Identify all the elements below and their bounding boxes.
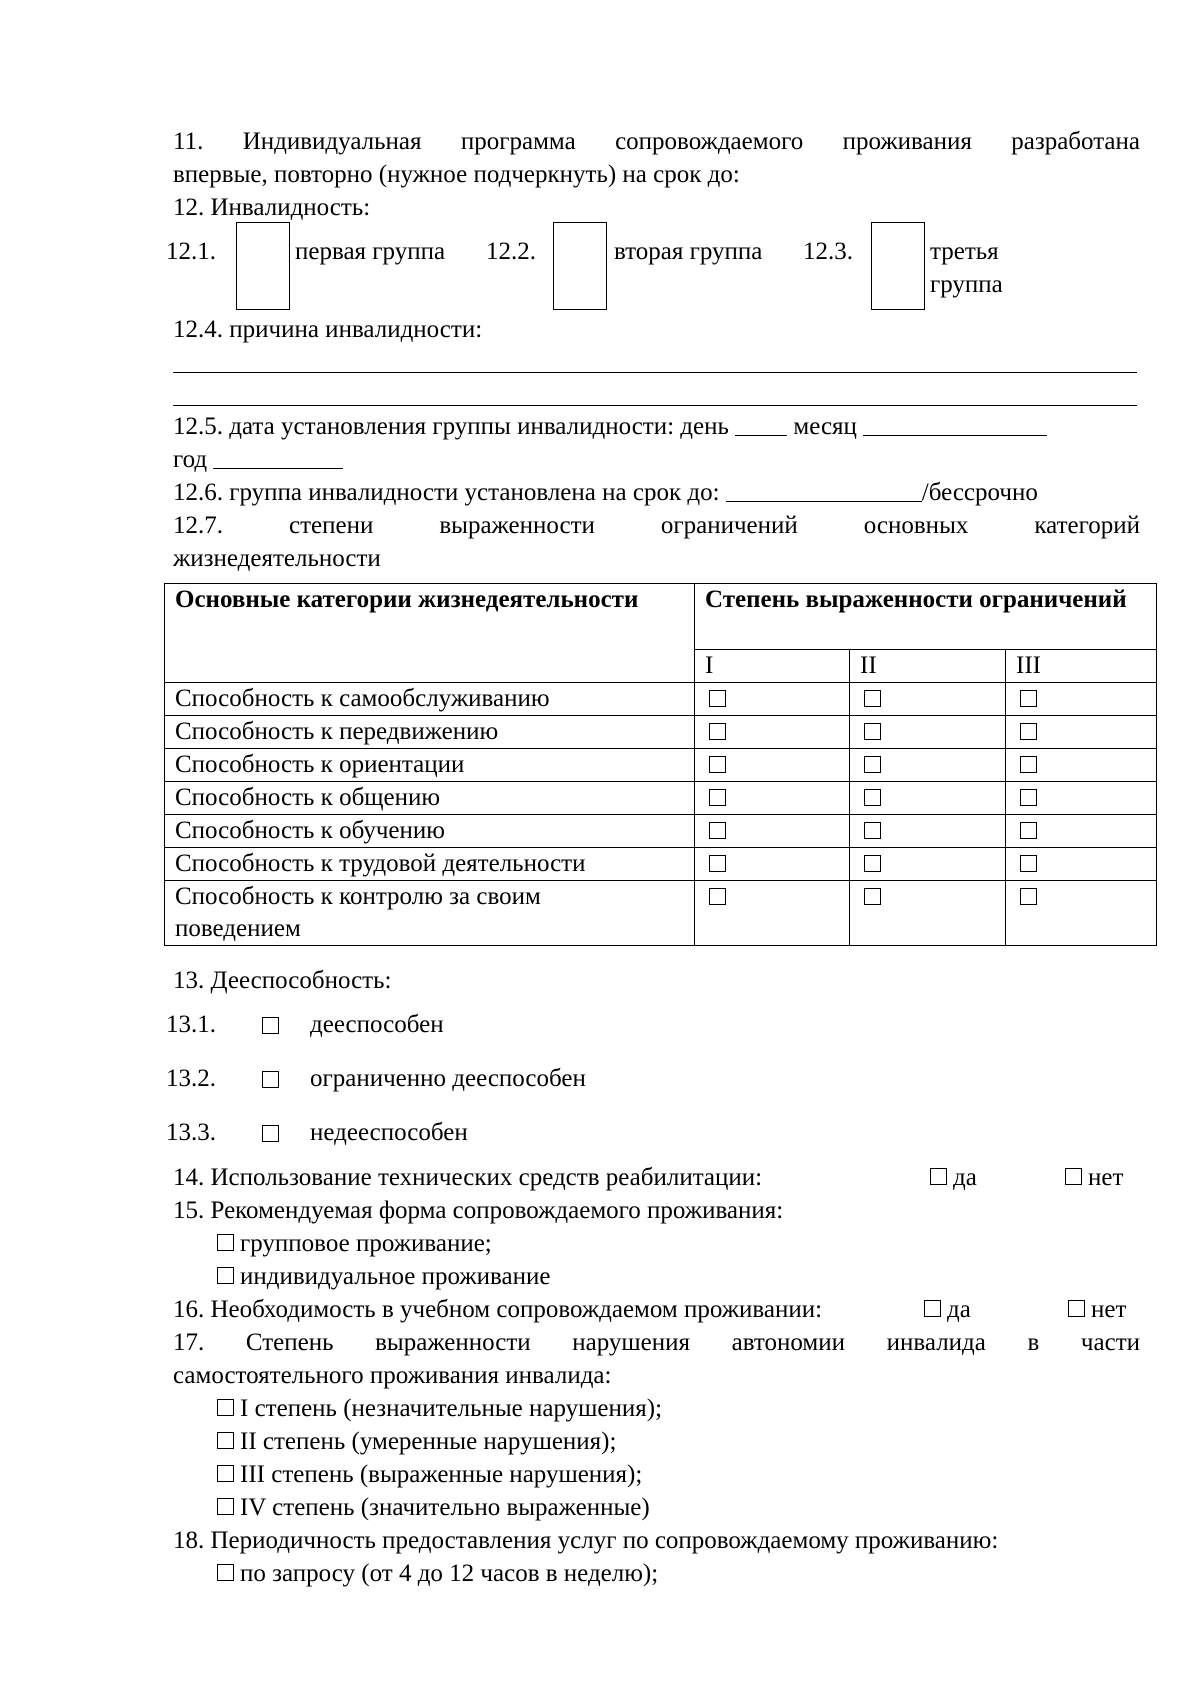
checkbox-r7-l1[interactable] [709, 888, 726, 905]
row-label: Способность к общению [165, 782, 695, 815]
row-label: Способность к контролю за своим поведением [165, 881, 695, 946]
capacity-2-checkbox[interactable] [262, 1071, 279, 1088]
checkbox-r2-l1[interactable] [709, 723, 726, 740]
table-row [165, 815, 1157, 848]
checkbox-r4-l3[interactable] [1020, 789, 1037, 806]
checkbox-r3-l3[interactable] [1020, 756, 1037, 773]
checkbox-r6-l2[interactable] [864, 855, 881, 872]
month-field[interactable] [863, 411, 1047, 436]
row-label: Способность к трудовой деятельности [165, 848, 695, 881]
row-label: Способность к обучению [165, 815, 695, 848]
training-yes-checkbox[interactable] [924, 1300, 941, 1317]
checkbox-r5-l3[interactable] [1020, 822, 1037, 839]
autonomy-degree-1-label: I степень (незначительные нарушения); [240, 1395, 663, 1422]
level-header-1: I [695, 650, 850, 683]
checkbox-r6-l3[interactable] [1020, 855, 1037, 872]
section-11-line-2: впервые, повторно (нужное подчеркнуть) на срок до: [173, 161, 740, 188]
frequency-on-request-label: по запросу (от 4 до 12 часов в неделю); [240, 1560, 659, 1587]
autonomy-degree-2-label: II степень (умеренные нарушения); [240, 1428, 617, 1455]
checkbox-r1-l3[interactable] [1020, 690, 1037, 707]
group-1-box[interactable] [236, 222, 290, 310]
living-form-group-label: групповое проживание; [240, 1230, 492, 1257]
day-field[interactable] [735, 411, 787, 436]
autonomy-degree-2-checkbox[interactable] [217, 1432, 234, 1449]
term-indefinite: /бессрочно [921, 479, 1038, 506]
row-label: Способность к ориентации [165, 749, 695, 782]
capacity-1-checkbox[interactable] [262, 1017, 279, 1034]
autonomy-degree-2-option[interactable] [217, 1425, 616, 1458]
degree-line-1: 12.7. степени выраженности ограничений основных категорий [173, 512, 1140, 539]
training-no-option[interactable] [1068, 1293, 1126, 1326]
group-1-label: первая группа [295, 238, 446, 265]
living-form-individual-option[interactable] [217, 1260, 551, 1293]
disability-cause-label: 12.4. причина инвалидности: [173, 316, 483, 343]
capacity-1-number: 13.1. [166, 1011, 216, 1038]
checkbox-r3-l1[interactable] [709, 756, 726, 773]
checkbox-r6-l1[interactable] [709, 855, 726, 872]
checkbox-r7-l2[interactable] [864, 888, 881, 905]
table-row [165, 683, 1157, 716]
term-label: 12.6. группа инвалидности установлена на срок до: [173, 479, 720, 506]
autonomy-degree-3-label: III степень (выраженные нарушения); [240, 1461, 643, 1488]
cause-answer-line-2[interactable] [173, 405, 1137, 406]
living-form-individual-checkbox[interactable] [217, 1267, 234, 1284]
checkbox-r7-l3[interactable] [1020, 888, 1037, 905]
section-11-line-1: 11. Индивидуальная программа сопровождаемого проживания разработана [173, 128, 1140, 155]
table-header-categories: Основные категории жизнедеятельности [165, 584, 695, 683]
group-2-box[interactable] [553, 222, 607, 310]
group-3-label-line-2: группа [930, 271, 1003, 298]
section-17-line-1: 17. Степень выраженности нарушения автономии инвалида в части [173, 1329, 1140, 1356]
autonomy-degree-4-label: IV степень (значительно выраженные) [240, 1494, 650, 1521]
autonomy-degree-3-option[interactable] [217, 1458, 642, 1491]
table-row [165, 782, 1157, 815]
cause-answer-line-1[interactable] [173, 372, 1137, 373]
year-field[interactable] [213, 444, 343, 469]
capacity-2-label: ограниченно дееспособен [310, 1065, 586, 1092]
training-no-label: нет [1091, 1296, 1127, 1323]
checkbox-r4-l2[interactable] [864, 789, 881, 806]
table-row [165, 716, 1157, 749]
group-3-label-line-1: третья [930, 238, 999, 265]
term-field[interactable] [726, 477, 922, 502]
checkbox-r3-l2[interactable] [864, 756, 881, 773]
term-line [173, 476, 1140, 509]
group-3-number: 12.3. [803, 238, 853, 265]
autonomy-degree-1-checkbox[interactable] [217, 1399, 234, 1416]
capacity-1-label: дееспособен [310, 1011, 444, 1038]
section-18-title: 18. Периодичность предоставления услуг по сопровождаемому проживанию: [173, 1527, 999, 1554]
checkbox-r4-l1[interactable] [709, 789, 726, 806]
training-no-checkbox[interactable] [1068, 1300, 1085, 1317]
tech-means-yes-option[interactable] [930, 1161, 977, 1194]
training-yes-label: да [947, 1296, 971, 1323]
establish-date-line [173, 410, 1140, 443]
capacity-2-number: 13.2. [166, 1065, 216, 1092]
section-13-title: 13. Дееспособность: [173, 967, 392, 994]
section-15-title: 15. Рекомендуемая форма сопровождаемого проживания: [173, 1197, 784, 1224]
establish-year-line [173, 443, 1140, 476]
checkbox-r2-l2[interactable] [864, 723, 881, 740]
section-17-line-2: самостоятельного проживания инвалида: [173, 1362, 612, 1389]
table-row [165, 881, 1157, 946]
autonomy-degree-1-option[interactable] [217, 1392, 662, 1425]
section-14-label: 14. Использование технических средств реабилитации: [173, 1164, 763, 1191]
group-2-number: 12.2. [486, 238, 536, 265]
autonomy-degree-4-checkbox[interactable] [217, 1498, 234, 1515]
group-1-number: 12.1. [166, 238, 216, 265]
capacity-3-label: недееспособен [310, 1119, 468, 1146]
tech-means-yes-label: да [953, 1164, 977, 1191]
group-2-label: вторая группа [614, 238, 763, 265]
checkbox-r1-l2[interactable] [864, 690, 881, 707]
checkbox-r5-l1[interactable] [709, 822, 726, 839]
section-12-title: 12. Инвалидность: [173, 194, 371, 221]
table-row [165, 749, 1157, 782]
section-16-label: 16. Необходимость в учебном сопровождаемом проживании: [173, 1296, 823, 1323]
capacity-3-number: 13.3. [166, 1119, 216, 1146]
level-header-3: III [1006, 650, 1157, 683]
tech-means-no-option[interactable] [1065, 1161, 1123, 1194]
tech-means-yes-checkbox[interactable] [930, 1168, 947, 1185]
autonomy-degree-4-option[interactable] [217, 1491, 650, 1524]
frequency-on-request-option[interactable] [217, 1557, 658, 1590]
row-label: Способность к самообслуживанию [165, 683, 695, 716]
autonomy-degree-3-checkbox[interactable] [217, 1465, 234, 1482]
checkbox-r2-l3[interactable] [1020, 723, 1037, 740]
month-label: месяц [793, 413, 857, 440]
checkbox-r1-l1[interactable] [709, 690, 726, 707]
row-label: Способность к передвижению [165, 716, 695, 749]
table-header-degree: Степень выраженности ограничений [695, 584, 1157, 650]
capacity-3-checkbox[interactable] [262, 1125, 279, 1142]
training-yes-option[interactable] [924, 1293, 971, 1326]
degree-line-2: жизнедеятельности [173, 545, 381, 572]
tech-means-no-label: нет [1088, 1164, 1124, 1191]
group-3-box[interactable] [871, 222, 925, 310]
level-header-2: II [850, 650, 1006, 683]
living-form-individual-label: индивидуальное проживание [240, 1263, 551, 1290]
checkbox-r5-l2[interactable] [864, 822, 881, 839]
limitations-table [164, 583, 1157, 946]
establish-date-label: 12.5. дата установления группы инвалидности: день [173, 413, 729, 440]
living-form-group-checkbox[interactable] [217, 1234, 234, 1251]
frequency-on-request-checkbox[interactable] [217, 1564, 234, 1581]
tech-means-no-checkbox[interactable] [1065, 1168, 1082, 1185]
table-row [165, 848, 1157, 881]
living-form-group-option[interactable] [217, 1227, 492, 1260]
year-label: год [173, 446, 208, 473]
